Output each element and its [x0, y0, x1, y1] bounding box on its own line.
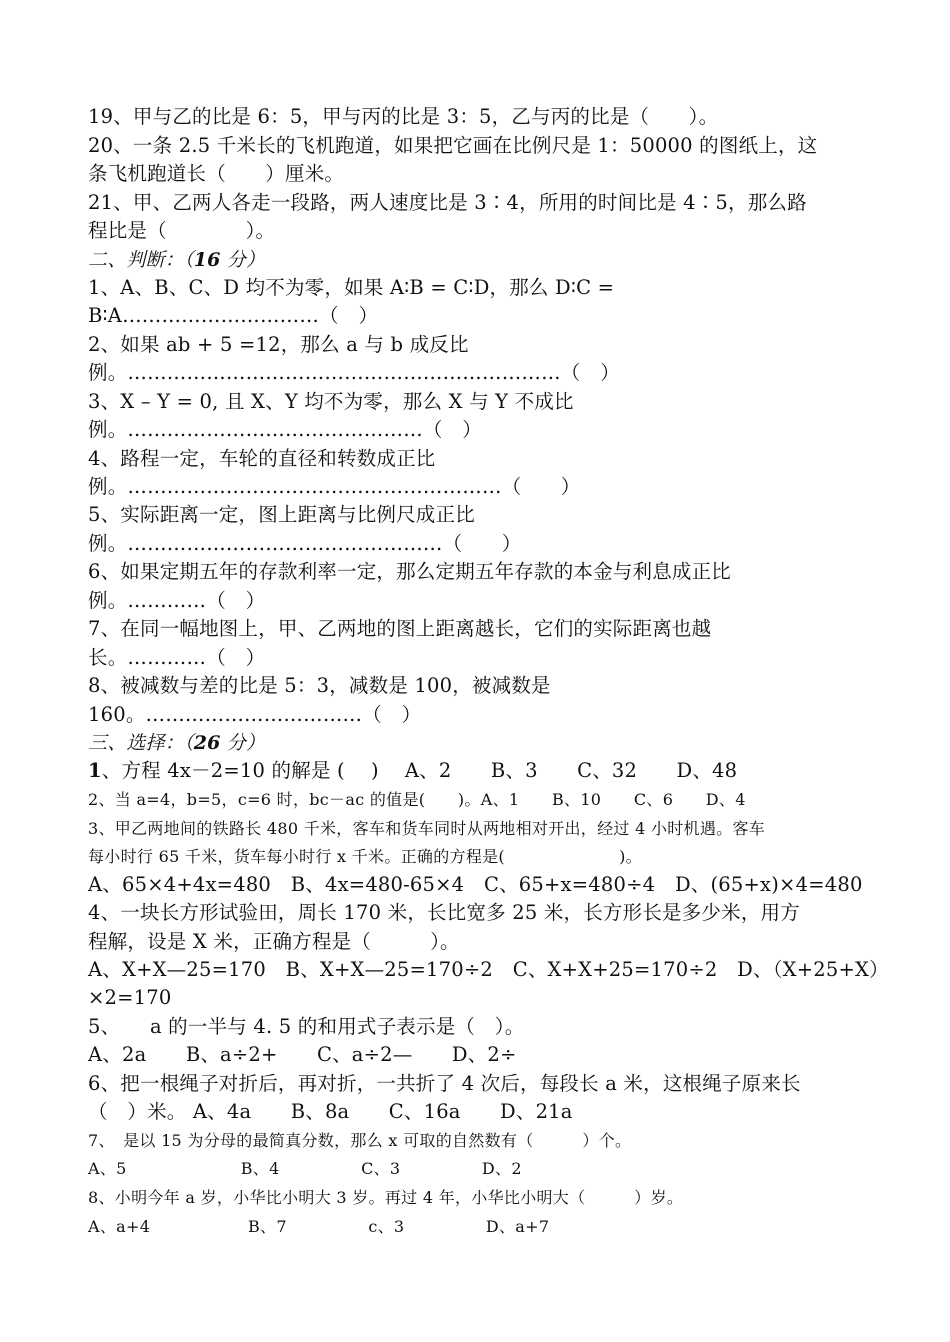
fill-q19: 19、甲与乙的比是 6：5，甲与丙的比是 3：5，乙与丙的比是（ ）。 [88, 105, 719, 128]
choice-q1 [88, 757, 737, 785]
judge-q7-line2: 长。…………（ ） [88, 646, 266, 669]
choice-q6-line2: （ ）米。 A、4a B、8a C、16a D、21a [88, 1100, 573, 1123]
judge-q8-line2: 160。……………………………（ ） [88, 703, 422, 726]
judge-q2-line2: 例。…………………………………………………………（ ） [88, 361, 620, 384]
fill-q21-line1: 21、甲、乙两人各走一段路，两人速度比是 3∶4，所用的时间比是 4∶5，那么路 [88, 191, 807, 214]
judge-q5-line2: 例。…………………………………………（ ） [88, 532, 522, 555]
judge-title-suffix: 分） [220, 249, 266, 271]
fill-q20-line2: 条飞机跑道长（ ）厘米。 [88, 162, 345, 185]
section-choice-title [88, 729, 265, 757]
choice-q4-options-line1: A、X+X—25=170 B、X+X—25=170÷2 C、X+X+25=170÷2 D、（X+25+X） [88, 958, 889, 981]
judge-title-prefix: 二、判断：（ [88, 249, 194, 271]
fill-q21-line2: 程比是（ ）。 [88, 219, 276, 242]
choice-q2: 2、当 a=4，b=5，c=6 时，bc－ac 的值是( )。A、1 B、10 C、6 D、4 [88, 790, 746, 809]
choice-q6-line1: 6、把一根绳子对折后，再对折，一共折了 4 次后，每段长 a 米，这根绳子原来长 [88, 1072, 801, 1095]
choice-q3-line2: 每小时行 65 千米，货车每小时行 x 千米。正确的方程是( )。 [88, 847, 642, 866]
choice-q7-options: A、5 B、4 C、3 D、2 [88, 1159, 522, 1178]
judge-q1-line2: B∶A…………………………（ ） [88, 304, 379, 327]
choice-q1-number: 1 [88, 759, 102, 782]
choice-q8-options: A、a+4 B、7 c、3 D、a+7 [88, 1217, 550, 1236]
section-judge-title [88, 246, 265, 274]
judge-q4-line1: 4、路程一定，车轮的直径和转数成正比 [88, 447, 436, 470]
choice-q7: 7、 是以 15 为分母的最简真分数，那么 x 可取的自然数有（ ）个。 [88, 1131, 632, 1150]
fill-q20-line1: 20、一条 2.5 千米长的飞机跑道，如果把它画在比例尺是 1：50000 的图纸上，这 [88, 134, 818, 157]
choice-q5: 5、 a 的一半与 4. 5 的和用式子表示是（ ）。 [88, 1015, 525, 1038]
choice-title-prefix: 三、选择：（ [88, 732, 194, 754]
judge-q5-line1: 5、实际距离一定，图上距离与比例尺成正比 [88, 503, 475, 526]
choice-q3-options: A、65×4+4x=480 B、4x=480-65×4 C、65+x=480÷4 D、(65+x)×4=480 [88, 873, 863, 896]
choice-q4-line1: 4、一块长方形试验田，周长 170 米，长比宽多 25 米，长方形长是多少米，用方 [88, 901, 800, 924]
choice-title-suffix: 分） [220, 732, 266, 754]
choice-q3-line1: 3、甲乙两地间的铁路长 480 千米，客车和货车同时从两地相对开出，经过 4 小时机遇。客车 [88, 819, 766, 838]
judge-q6-line2: 例。…………（ ） [88, 589, 266, 612]
judge-title-points: 16 [193, 249, 221, 271]
choice-q1-text: 、方程 4x－2=10 的解是 ( ) A、2 B、3 C、32 D、48 [101, 759, 738, 782]
choice-q4-line2: 程解，设是 X 米，正确方程是（ ）。 [88, 930, 460, 953]
judge-q2-line1: 2、如果 ab + 5 =12，那么 a 与 b 成反比 [88, 333, 469, 356]
judge-q3-line1: 3、X – Y = 0, 且 X、Y 均不为零，那么 X 与 Y 不成比 [88, 390, 574, 413]
choice-q4-options-line2: ×2=170 [88, 986, 172, 1009]
judge-q6-line1: 6、如果定期五年的存款利率一定，那么定期五年存款的本金与利息成正比 [88, 560, 732, 583]
judge-q8-line1: 8、被减数与差的比是 5：3，减数是 100，被减数是 [88, 674, 551, 697]
choice-title-points: 26 [193, 732, 221, 754]
choice-q8: 8、小明今年 a 岁，小华比小明大 3 岁。再过 4 年，小华比小明大（ ）岁。 [88, 1188, 684, 1207]
choice-q5-options: A、2a B、a÷2+ C、a÷2— D、2÷ [88, 1043, 517, 1066]
judge-q1-line1: 1、A、B、C、D 均不为零，如果 A∶B = C∶D，那么 D∶C = [88, 276, 615, 299]
judge-q4-line2: 例。…………………………………………………（ ） [88, 475, 581, 498]
judge-q3-line2: 例。………………………………………（ ） [88, 418, 482, 441]
judge-q7-line1: 7、在同一幅地图上，甲、乙两地的图上距离越长，它们的实际距离也越 [88, 617, 712, 640]
